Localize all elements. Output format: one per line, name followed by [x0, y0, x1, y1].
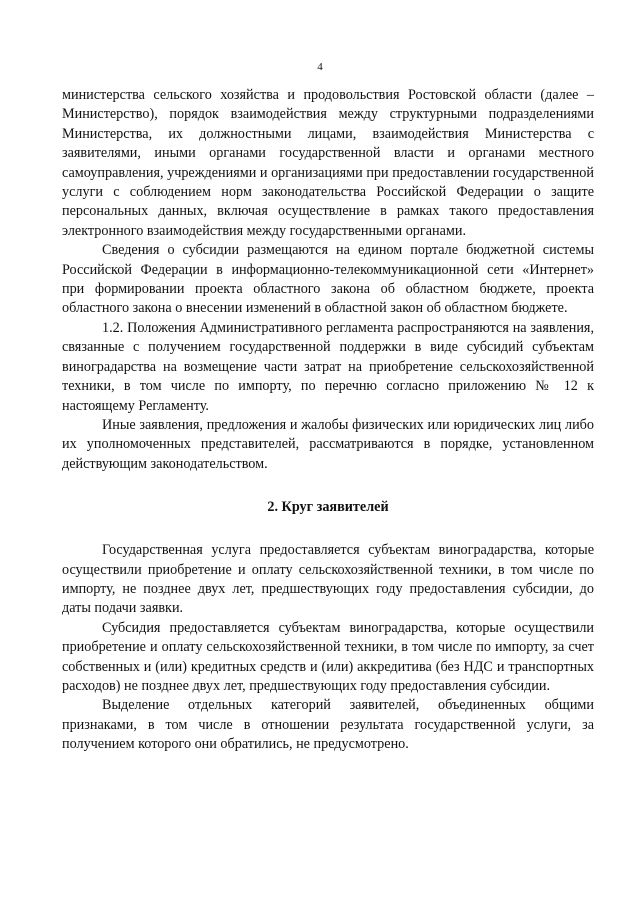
paragraph-other-applications: Иные заявления, предложения и жалобы физических или юридических лиц либо их уполномоченных представителей, рассматриваются в порядке, установленном действующим законодательством. — [62, 416, 594, 472]
paragraph-1-2-provisions: 1.2. Положения Административного регламента распространяются на заявления, связанные с получением государственной поддержки в виде субсидий субъектам виноградарства на возмещение части затрат на приобретение сельскохозяйственной техники, в том числе по импорту, по перечню согласно приложению № 12 к настоящему Регламенту. — [62, 319, 594, 414]
document-body — [62, 86, 594, 755]
paragraph-service-provided: Государственная услуга предоставляется субъектам виноградарства, которые осуществили приобретение и оплату сельскохозяйственной техники, в том числе по импорту, не позднее двух лет, предшествующих году предоставления субсидии, до даты подачи заявки. — [62, 542, 594, 617]
paragraph-subsidy-info: Сведения о субсидии размещаются на едином портале бюджетной системы Российской Федерации в информационно-телекоммуникационной сети «Интернет» при формировании проекта областного закона об областном бюджете, проекта областного закона о внесении изменений в областной закон об областном бюджете. — [62, 242, 594, 317]
paragraph-ministry-scope: министерства сельского хозяйства и продовольствия Ростовской области (далее – Министерство), порядок взаимодействия между структурными подразделениями Министерства, их должностными лицами, взаимодействия Министерства с заявителями, иными органами государственной власти и органами местного самоуправления, учреждениями и организациями при предоставлении государственной услуги с соблюдением норм законодательства Российской Федерации о защите персональных данных, включая осуществление в рамках такого предоставления электронного взаимодействия между государственными органами. — [62, 87, 594, 239]
paragraph-no-categories: Выделение отдельных категорий заявителей, объединенных общими признаками, в том числе в отношении результата государственной услуги, за получением которого они обратились, не предусмотрено. — [62, 697, 594, 753]
page-number: 4 — [317, 61, 323, 73]
section-title-applicants: 2. Круг заявителей — [267, 499, 389, 516]
paragraph-subsidy-provided: Субсидия предоставляется субъектам виноградарства, которые осуществили приобретение и оплату сельскохозяйственной техники, в том числе по импорту, за счет собственных и (или) кредитных средств и (или) аккредитива (без НДС и транспортных расходов) не позднее двух лет, предшествующих году предоставления субсидии. — [62, 619, 594, 694]
